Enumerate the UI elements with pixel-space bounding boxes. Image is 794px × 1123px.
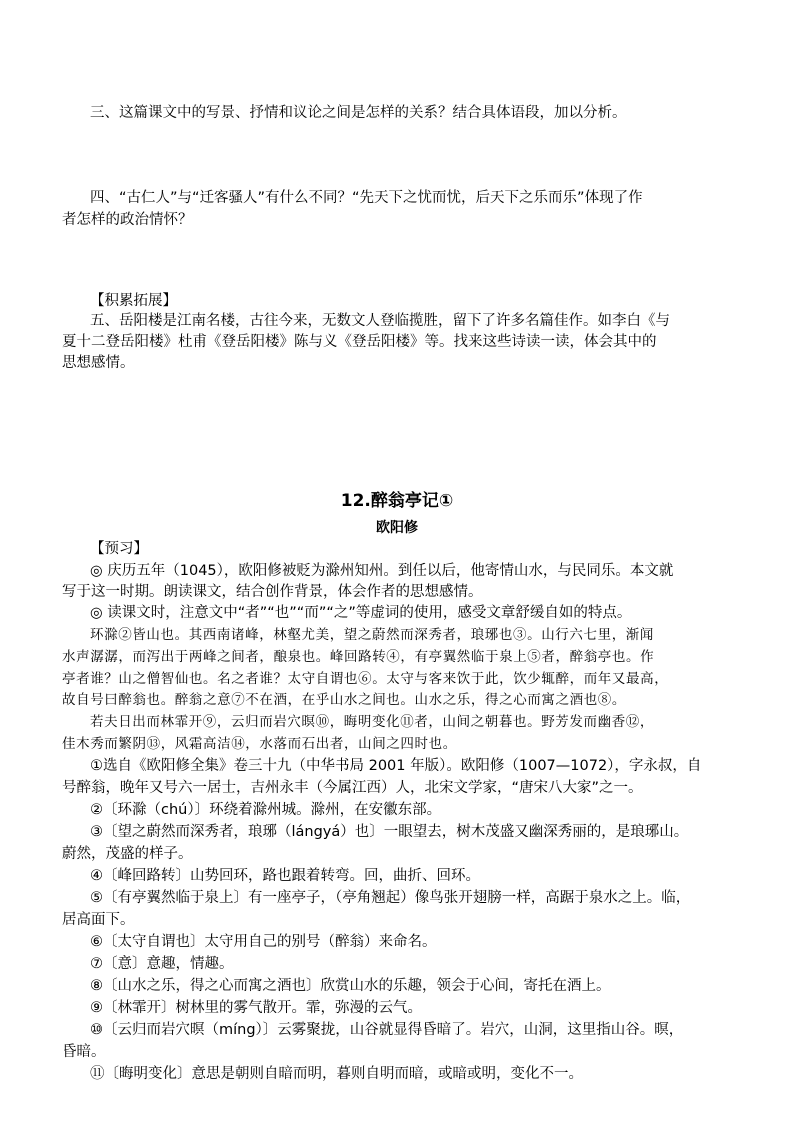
question-5-line-3: 思想感情。 [62, 355, 135, 371]
question-5-line-2: 夏十二登岳阳楼》杜甫《登岳阳楼》陈与义《登岳阳楼》等。找来这些诗读一读，体会其中的 [62, 334, 657, 350]
text-paragraph-2-line-1: 若夫日出而林霏开⑨，云归而岩穴暝⑩，晦明变化⑪者，山间之朝暮也。野芳发而幽香⑫， [90, 714, 654, 730]
note-5-line-1: ⑤〔有亭翼然临于泉上〕有一座亭子，（亭角翘起）像鸟张开翅膀一样，高踞于泉水之上。临， [90, 890, 691, 906]
note-3-line-2: 蔚然，茂盛的样子。 [62, 846, 193, 862]
note-10-line-2: 昏暗。 [62, 1044, 106, 1060]
note-10-line-1: ⑩〔云归而岩穴暝（míng）〕云雾聚拢，山谷就显得昏暗了。岩穴，山洞，这里指山谷。暝， [90, 1022, 684, 1038]
lesson-title: 12.醉翁亭记① [340, 491, 454, 511]
text-paragraph-1-line-3: 亭者谁？山之僧智仙也。名之者谁？太守自谓也⑥。太守与客来饮于此，饮少辄醉，而年又最高， [62, 671, 669, 687]
preview-heading: 【预习】 [90, 541, 148, 557]
note-8: ⑧〔山水之乐，得之心而寓之酒也〕欣赏山水的乐趣，领会于心间，寄托在酒上。 [90, 978, 611, 994]
text-paragraph-1-line-1: 环滁②皆山也。其西南诸峰，林壑尤美，望之蔚然而深秀者，琅琊也③。山行六七里，渐闻 [90, 627, 654, 643]
note-4: ④〔峰回路转〕山势回环，路也跟着转弯。回，曲折、回环。 [90, 868, 480, 884]
text-paragraph-1-line-2: 水声潺潺，而泻出于两峰之间者，酿泉也。峰回路转④，有亭翼然临于泉上⑤者，醉翁亭也。作 [62, 649, 655, 665]
text-paragraph-2-line-2: 佳木秀而繁阴⑬，风霜高洁⑭，水落而石出者，山间之四时也。 [62, 736, 457, 752]
question-4-line-1: 四、“古仁人”与“迁客骚人”有什么不同？“先天下之忧而忧，后天下之乐而乐”体现了作 [90, 190, 643, 206]
question-5-line-1: 五、岳阳楼是江南名楼，古往今来，无数文人登临揽胜，留下了许多名篇佳作。如李白《与 [90, 313, 670, 329]
question-3: 三、这篇课文中的写景、抒情和议论之间是怎样的关系？结合具体语段，加以分析。 [90, 105, 627, 121]
preview-item-1-line-2: 写于这一时期。朗读课文，结合创作背景，体会作者的思想感情。 [62, 584, 483, 600]
note-6: ⑥〔太守自谓也〕太守用自己的别号（醉翁）来命名。 [90, 934, 437, 950]
extension-heading: 【积累拓展】 [90, 293, 177, 309]
note-3-line-1: ③〔望之蔚然而深秀者，琅琊（lángyá）也〕一眼望去，树木茂盛又幽深秀丽的，是琅琊山。 [90, 824, 689, 840]
note-1-line-2: 号醉翁，晚年又号六一居士，吉州永丰（今属江西）人，北宋文学家，“唐宋八大家”之一。 [62, 780, 643, 796]
question-4-line-2: 者怎样的政治情怀？ [62, 212, 193, 228]
note-2: ②〔环滁（chú）〕环绕着滁州城。滁州，在安徽东部。 [90, 802, 442, 818]
note-9: ⑨〔林霏开〕树林里的雾气散开。霏，弥漫的云气。 [90, 1000, 422, 1016]
lesson-author: 欧阳修 [376, 520, 418, 536]
preview-item-2: ◎ 读课文时，注意文中“者”“也”“而”“之”等虚词的使用，感受文章舒缓自如的特点。 [90, 605, 632, 621]
text-paragraph-1-line-4: 故自号曰醉翁也。醉翁之意⑦不在酒，在乎山水之间也。山水之乐，得之心而寓之酒也⑧。 [62, 692, 626, 708]
note-5-line-2: 居高面下。 [62, 912, 135, 928]
note-7: ⑦〔意〕意趣，情趣。 [90, 956, 234, 972]
note-1-line-1: ①选自《欧阳修全集》卷三十九（中华书局 2001 年版）。欧阳修（1007—1072），字永叔，自 [90, 758, 702, 774]
note-11: ⑪〔晦明变化〕意思是朝则自暗而明，暮则自明而暗，或暗或明，变化不一。 [90, 1066, 583, 1082]
preview-item-1-line-1: ◎ 庆历五年（1045），欧阳修被贬为滁州知州。到任以后，他寄情山水，与民同乐。本文就 [90, 563, 674, 579]
